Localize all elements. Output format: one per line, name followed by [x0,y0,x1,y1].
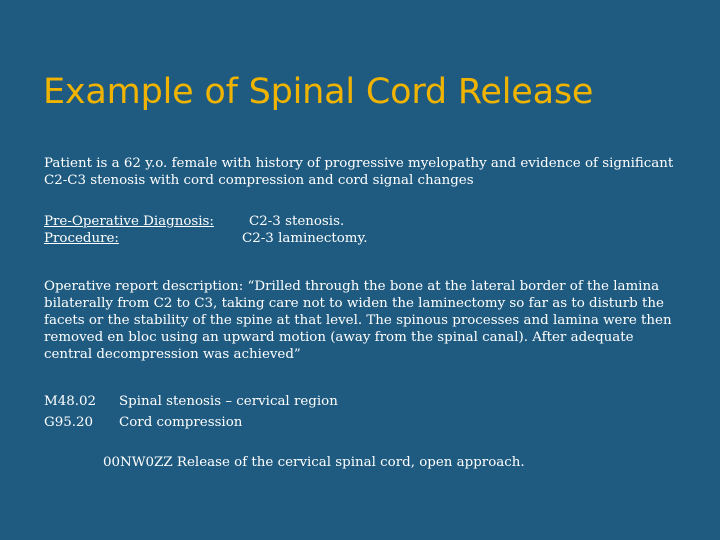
slide-title: Example of Spinal Cord Release [43,72,594,112]
operative-description: Operative report description: “Drilled through the bone at the lateral border of the lamina bilaterally from C2 to C3, taking care not to widen the laminectomy so far as to disturb the facets or the stability of the spine at that level. The spinous processes and lamina were then removed en bloc using an upward motion (away from the spinal canal). After adequate central decompression was achieved” [44,279,672,362]
code-row [44,412,684,433]
code-value: M48.02 [44,394,97,409]
code-row [44,391,684,412]
diagnosis-label: Pre-Operative Diagnosis: [44,214,214,229]
code-value: G95.20 [44,415,94,430]
code-description: Cord compression [119,415,243,430]
code-description: Spinal stenosis – cervical region [119,394,338,409]
procedure-row [44,230,684,247]
diagnosis-value: C2-3 stenosis. [249,214,345,229]
diagnosis-codes [44,391,684,433]
procedure-label: Procedure: [44,231,119,246]
diagnosis-procedure-block [44,213,684,247]
patient-summary: Patient is a 62 y.o. female with history of progressive myelopathy and evidence of significant C2-C3 stenosis with cord compression and cord signal changes [44,156,674,188]
procedure-code-line: 00NW0ZZ Release of the cervical spinal cord, open approach. [103,455,525,470]
procedure-value: C2-3 laminectomy. [242,231,368,246]
diagnosis-row [44,213,684,230]
